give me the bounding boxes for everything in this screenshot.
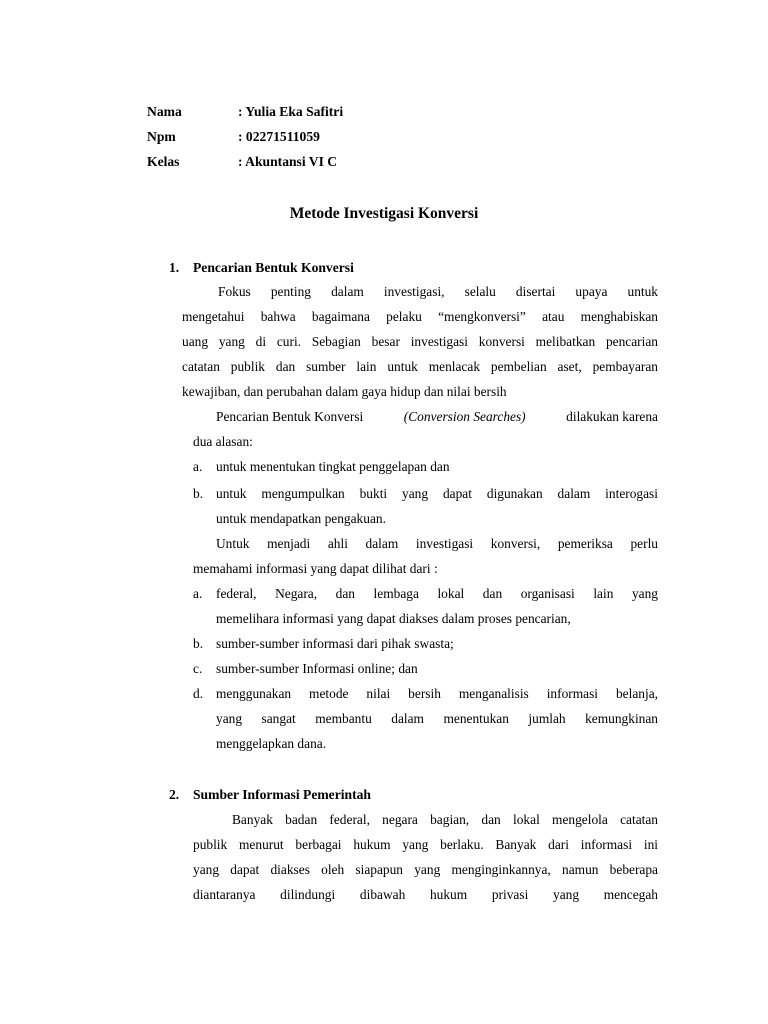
npm-label: Npm: [147, 129, 176, 144]
nama-label: Nama: [147, 104, 182, 119]
npm-value: : 02271511059: [238, 129, 320, 144]
list-item: untuk mengumpulkan bukti yang dapat digunakan dalam interogasi: [216, 486, 658, 501]
list-item: sumber-sumber Informasi online; dan: [216, 661, 418, 676]
s1-p1-line: kewajiban, dan perubahan dalam gaya hidup dan nilai bersih: [182, 384, 507, 399]
s2-p1-line: diantaranya dilindungi dibawah hukum privasi yang mencegah: [193, 887, 658, 902]
list-marker: b.: [193, 636, 204, 651]
list-marker: a.: [193, 459, 203, 474]
list-marker: c.: [193, 661, 203, 676]
list-item: yang sangat membantu dalam menentukan jumlah kemungkinan: [216, 711, 658, 726]
kelas-value: : Akuntansi VI C: [238, 154, 338, 169]
list-item: untuk menentukan tingkat penggelapan dan: [216, 459, 450, 474]
s2-p1-line: Banyak badan federal, negara bagian, dan lokal mengelola catatan: [232, 812, 658, 827]
section1-number: 1.: [169, 260, 180, 275]
section2-number: 2.: [169, 787, 180, 802]
list-item: memelihara informasi yang dapat diakses dalam proses pencarian,: [216, 611, 571, 626]
section1-heading: Pencarian Bentuk Konversi: [193, 260, 354, 275]
document-title: Metode Investigasi Konversi: [289, 205, 479, 222]
s1-p2-text: Pencarian Bentuk Konversi: [216, 409, 364, 424]
kelas-label: Kelas: [147, 154, 180, 169]
list-marker: d.: [193, 686, 204, 701]
list-item: sumber-sumber informasi dari pihak swasta;: [216, 636, 454, 651]
list-item: federal, Negara, dan lembaga lokal dan organisasi lain yang: [216, 586, 658, 601]
s1-p1-line: mengetahui bahwa bagaimana pelaku “mengkonversi” atau menghabiskan: [182, 309, 658, 324]
s2-p1-line: publik menurut berbagai hukum yang berlaku. Banyak dari informasi ini: [193, 837, 658, 852]
list-item: menggelapkan dana.: [216, 736, 327, 751]
nama-value: : Yulia Eka Safitri: [238, 104, 344, 119]
s1-p2-line: [216, 409, 658, 425]
s1-p1-line: uang yang di curi. Sebagian besar investigasi konversi melibatkan pencarian: [182, 334, 658, 349]
s1-p2-text: dilakukan karena: [566, 409, 658, 424]
list-item: untuk mendapatkan pengakuan.: [216, 511, 386, 526]
list-marker: a.: [193, 586, 203, 601]
s1-p2-italic: (Conversion Searches): [403, 409, 526, 424]
s1-p3-line: memahami informasi yang dapat dilihat dari :: [193, 561, 438, 576]
list-marker: b.: [193, 486, 204, 501]
s1-p3-line: Untuk menjadi ahli dalam investigasi konversi, pemeriksa perlu: [216, 536, 658, 551]
s1-p1-line: catatan publik dan sumber lain untuk menlacak pembelian aset, pembayaran: [182, 359, 658, 374]
section2-heading: Sumber Informasi Pemerintah: [193, 787, 371, 802]
s2-p1-line: yang dapat diakses oleh siapapun yang menginginkannya, namun beberapa: [193, 862, 658, 877]
s1-p2-line: dua alasan:: [193, 434, 253, 449]
s1-p1-line: Fokus penting dalam investigasi, selalu disertai upaya untuk: [218, 284, 658, 299]
list-item: menggunakan metode nilai bersih menganalisis informasi belanja,: [216, 686, 658, 701]
